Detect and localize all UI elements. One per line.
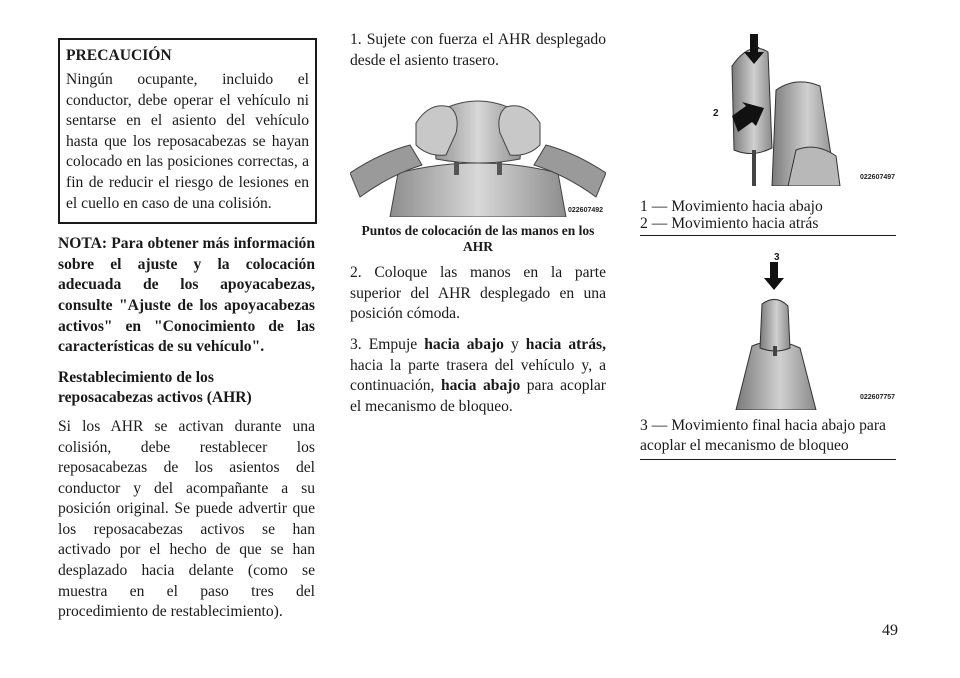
section-heading-line1: Restablecimiento de los xyxy=(58,368,214,386)
divider-1 xyxy=(640,235,896,236)
figure-hands-on-headrest xyxy=(350,93,606,217)
step-3-part-g: para acoplar el mecanismo de bloqueo. xyxy=(350,377,606,415)
figure2-label-1: 1 xyxy=(754,40,760,51)
figure3-code: 022607757 xyxy=(860,394,896,401)
caution-title: PRECAUCIÓN xyxy=(66,47,172,64)
headrest-final-down-illustration xyxy=(640,260,896,410)
middle-column xyxy=(350,30,606,417)
figure2-code: 022607497 xyxy=(860,174,896,181)
figure3-legend xyxy=(640,416,896,456)
headrest-hands-illustration xyxy=(350,93,606,217)
page-number: 49 xyxy=(882,622,898,639)
step-3-part-c: y xyxy=(503,335,526,353)
figure2-label-2: 2 xyxy=(713,108,719,119)
step-3-part-e: hacia la parte trasera del vehículo y, a continuación, xyxy=(350,356,606,395)
step-2: 2. Coloque las manos en la parte superior del AHR desplegado en una posición cómoda. xyxy=(350,264,606,323)
figure-movement-1-2 xyxy=(640,30,896,186)
section-heading-line2: reposacabezas activos (AHR) xyxy=(58,389,252,407)
caution-text: Ningún ocupante, incluido el conductor, debe operar el vehículo ni sentarse en el asiento del vehículo hasta que los reposacabezas se hayan colocado en las posiciones correctas, a fin de reducir el riesgo de lesiones en el cuello en caso de una colisión. xyxy=(66,71,309,212)
legend-item-3: 3 — Movimiento final hacia abajo para acoplar el mecanismo de bloqueo xyxy=(640,417,886,454)
figure-movement-3 xyxy=(640,252,896,410)
step-3-bold-back: hacia atrás, xyxy=(525,335,606,353)
section-body: Si los AHR se activan durante una colisión, debe restablecer los reposacabezas de los asientos del conductor y del acompañante a su posición original. Se puede advertir que los reposacabezas activos se han activado por el hecho de que se han desplazado hacia delante (como se muestra en el paso tres del procedimiento de restablecimiento). xyxy=(58,417,315,621)
caution-box xyxy=(58,38,317,224)
legend-item-1: 1 — Movimiento hacia abajo xyxy=(640,198,823,215)
headrest-movement-illustration xyxy=(640,30,896,186)
step-3-bold-down-final: hacia abajo xyxy=(440,377,521,395)
legend-item-2: 2 — Movimiento hacia atrás xyxy=(640,215,819,232)
left-column xyxy=(58,30,315,623)
note-paragraph: NOTA: Para obtener más información sobre el ajuste y la colocación adecuada de los apoyacabezas, consulte "Ajuste de los apoyacabezas activos" en "Conocimiento de las características de su vehículo". xyxy=(58,235,315,356)
step-3-part-a: 3. Empuje xyxy=(350,335,425,353)
figure2-legend xyxy=(640,198,896,232)
section-heading xyxy=(58,368,315,409)
step-3 xyxy=(350,335,606,417)
figure1-code: 022607492 xyxy=(568,207,604,215)
figure1-caption: Puntos de colocación de las manos en los AHR xyxy=(361,223,595,255)
figure3-label-3: 3 xyxy=(774,252,780,263)
step-3-bold-down: hacia abajo xyxy=(424,335,504,353)
right-column xyxy=(640,30,896,460)
divider-2 xyxy=(640,459,896,460)
step-1: 1. Sujete con fuerza el AHR desplegado desde el asiento trasero. xyxy=(350,31,606,69)
